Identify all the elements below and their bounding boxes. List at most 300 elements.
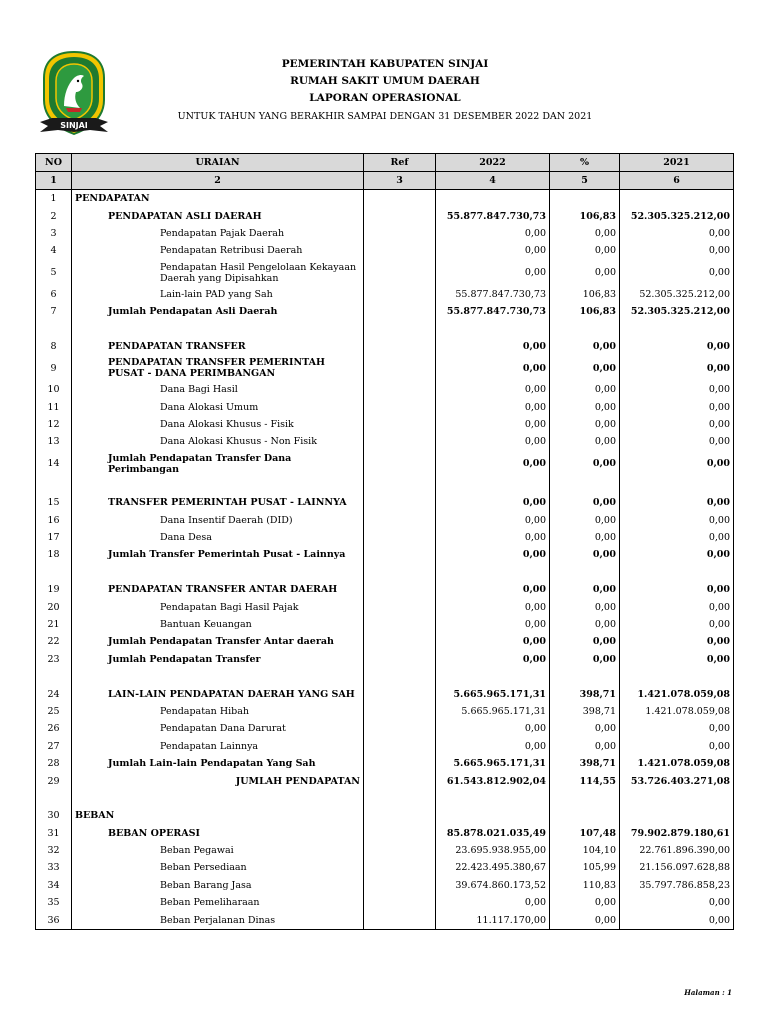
empty-cell: [72, 477, 364, 494]
row-label: Beban Pemeliharaan: [72, 894, 364, 911]
value-2022: 0,00: [436, 225, 550, 242]
row-number: 29: [36, 772, 72, 789]
empty-cell: [436, 790, 550, 807]
row-label: Pendapatan Hasil Pengelolaan Kekayaan Daerah yang Dipisahkan: [72, 260, 364, 286]
value-percent: 107,48: [550, 825, 620, 842]
table-row: [36, 338, 734, 355]
column-number-row: [36, 172, 734, 190]
table-row: [36, 703, 734, 720]
row-number: 22: [36, 633, 72, 650]
empty-cell: [550, 668, 620, 685]
ref-cell: [364, 190, 436, 208]
row-number: 31: [36, 825, 72, 842]
empty-cell: [72, 564, 364, 581]
value-2021: 0,00: [620, 260, 734, 286]
table-row: [36, 772, 734, 789]
ref-cell: [364, 651, 436, 668]
row-label: Dana Insentif Daerah (DID): [72, 511, 364, 528]
value-2021: 0,00: [620, 911, 734, 929]
row-number: 1: [36, 190, 72, 208]
value-2021: 52.305.325.212,00: [620, 207, 734, 224]
ref-cell: [364, 755, 436, 772]
table-row: [36, 225, 734, 242]
header-period: UNTUK TAHUN YANG BERAKHIR SAMPAI DENGAN 31 DESEMBER 2022 DAN 2021: [177, 111, 593, 122]
table-row: [36, 720, 734, 737]
value-2022: 61.543.812.902,04: [436, 772, 550, 789]
table-row: [36, 494, 734, 511]
row-number: 26: [36, 720, 72, 737]
empty-cell: [550, 790, 620, 807]
value-2022: 55.877.847.730,73: [436, 286, 550, 303]
empty-cell: [364, 668, 436, 685]
row-number: 32: [36, 842, 72, 859]
row-label: Pendapatan Hibah: [72, 703, 364, 720]
value-2022: 0,00: [436, 598, 550, 615]
value-2022: 0,00: [436, 381, 550, 398]
value-percent: 0,00: [550, 416, 620, 433]
ref-cell: [364, 616, 436, 633]
ref-cell: [364, 894, 436, 911]
empty-cell: [436, 477, 550, 494]
empty-cell: [72, 790, 364, 807]
ref-cell: [364, 877, 436, 894]
value-2021: 0,00: [620, 225, 734, 242]
empty-cell: [620, 668, 734, 685]
ref-cell: [364, 911, 436, 929]
value-2022: 0,00: [436, 355, 550, 381]
value-2022: 0,00: [436, 546, 550, 563]
row-label: PENDAPATAN TRANSFER ANTAR DAERAH: [72, 581, 364, 598]
row-number: 33: [36, 859, 72, 876]
row-number: 24: [36, 685, 72, 702]
row-label: Beban Pegawai: [72, 842, 364, 859]
value-percent: 106,83: [550, 286, 620, 303]
row-label: TRANSFER PEMERINTAH PUSAT - LAINNYA: [72, 494, 364, 511]
row-label: BEBAN OPERASI: [72, 825, 364, 842]
value-percent: 0,00: [550, 911, 620, 929]
empty-cell: [36, 564, 72, 581]
column-number: 4: [436, 172, 550, 190]
value-2021: 52.305.325.212,00: [620, 303, 734, 320]
table-row: [36, 303, 734, 320]
value-2021: 0,00: [620, 581, 734, 598]
table-row: [36, 842, 734, 859]
column-number: 5: [550, 172, 620, 190]
table-row: [36, 416, 734, 433]
table-header-row: [36, 154, 734, 172]
ref-cell: [364, 260, 436, 286]
row-label: PENDAPATAN: [72, 190, 364, 208]
row-label: Jumlah Pendapatan Transfer Dana Perimbangan: [72, 451, 364, 477]
ref-cell: [364, 842, 436, 859]
table-row: [36, 755, 734, 772]
ref-cell: [364, 720, 436, 737]
value-2021: 35.797.786.858,23: [620, 877, 734, 894]
value-2022: 5.665.965.171,31: [436, 703, 550, 720]
report-header: [150, 56, 620, 127]
ref-cell: [364, 825, 436, 842]
ref-cell: [364, 303, 436, 320]
ref-cell: [364, 451, 436, 477]
ref-cell: [364, 738, 436, 755]
value-2021: [620, 190, 734, 208]
row-number: 19: [36, 581, 72, 598]
value-percent: 0,00: [550, 399, 620, 416]
value-2022: 0,00: [436, 633, 550, 650]
value-2021: 0,00: [620, 416, 734, 433]
value-2021: 0,00: [620, 598, 734, 615]
value-2021: 0,00: [620, 338, 734, 355]
table-row: [36, 399, 734, 416]
value-percent: 398,71: [550, 685, 620, 702]
value-2021: 1.421.078.059,08: [620, 755, 734, 772]
row-number: 7: [36, 303, 72, 320]
value-2021: 0,00: [620, 616, 734, 633]
row-number: 13: [36, 433, 72, 450]
value-percent: 105,99: [550, 859, 620, 876]
ref-cell: [364, 416, 436, 433]
value-percent: 0,00: [550, 894, 620, 911]
table-row: [36, 511, 734, 528]
value-2022: 55.877.847.730,73: [436, 303, 550, 320]
table-row: [36, 738, 734, 755]
value-2021: 52.305.325.212,00: [620, 286, 734, 303]
value-2021: 0,00: [620, 399, 734, 416]
row-number: 34: [36, 877, 72, 894]
value-percent: 0,00: [550, 355, 620, 381]
ref-cell: [364, 242, 436, 259]
table-row: [36, 381, 734, 398]
value-percent: 106,83: [550, 207, 620, 224]
empty-cell: [364, 564, 436, 581]
column-number: 6: [620, 172, 734, 190]
value-2021: 1.421.078.059,08: [620, 685, 734, 702]
empty-cell: [72, 320, 364, 337]
empty-cell: [620, 320, 734, 337]
row-label: Lain-lain PAD yang Sah: [72, 286, 364, 303]
value-2022: 5.665.965.171,31: [436, 755, 550, 772]
ref-cell: [364, 381, 436, 398]
row-number: 18: [36, 546, 72, 563]
row-label: PENDAPATAN TRANSFER: [72, 338, 364, 355]
row-number: 12: [36, 416, 72, 433]
row-label: Pendapatan Lainnya: [72, 738, 364, 755]
value-2021: 0,00: [620, 494, 734, 511]
empty-cell: [72, 668, 364, 685]
empty-cell: [620, 790, 734, 807]
table-row: [36, 598, 734, 615]
empty-cell: [364, 790, 436, 807]
value-percent: [550, 190, 620, 208]
value-2021: 0,00: [620, 355, 734, 381]
header-uraian: URAIAN: [72, 154, 364, 172]
ref-cell: [364, 529, 436, 546]
value-2021: 0,00: [620, 381, 734, 398]
row-number: 21: [36, 616, 72, 633]
row-label: LAIN-LAIN PENDAPATAN DAERAH YANG SAH: [72, 685, 364, 702]
row-number: 36: [36, 911, 72, 929]
table-row: [36, 616, 734, 633]
table-row: [36, 859, 734, 876]
header-ref: Ref: [364, 154, 436, 172]
row-label: Beban Persediaan: [72, 859, 364, 876]
ref-cell: [364, 546, 436, 563]
table-row: [36, 207, 734, 224]
value-2021: 0,00: [620, 511, 734, 528]
row-number: 9: [36, 355, 72, 381]
empty-cell: [36, 320, 72, 337]
row-label: Jumlah Lain-lain Pendapatan Yang Sah: [72, 755, 364, 772]
row-label: Dana Desa: [72, 529, 364, 546]
ref-cell: [364, 399, 436, 416]
value-percent: 114,55: [550, 772, 620, 789]
row-label: Beban Perjalanan Dinas: [72, 911, 364, 929]
value-2022: 0,00: [436, 242, 550, 259]
empty-cell: [36, 668, 72, 685]
value-2021: 0,00: [620, 529, 734, 546]
row-label: JUMLAH PENDAPATAN: [72, 772, 364, 789]
value-percent: 0,00: [550, 381, 620, 398]
row-label: Dana Bagi Hasil: [72, 381, 364, 398]
value-percent: 0,00: [550, 598, 620, 615]
row-label: Jumlah Pendapatan Transfer: [72, 651, 364, 668]
value-percent: 0,00: [550, 651, 620, 668]
value-2021: 0,00: [620, 651, 734, 668]
value-2021: 0,00: [620, 546, 734, 563]
row-label: PENDAPATAN ASLI DAERAH: [72, 207, 364, 224]
row-number: 5: [36, 260, 72, 286]
value-percent: 104,10: [550, 842, 620, 859]
ref-cell: [364, 807, 436, 824]
value-2021: 0,00: [620, 242, 734, 259]
value-percent: 106,83: [550, 303, 620, 320]
value-2022: 23.695.938.955,00: [436, 842, 550, 859]
table-row: [36, 529, 734, 546]
value-2022: 0,00: [436, 451, 550, 477]
header-2021: 2021: [620, 154, 734, 172]
row-number: 23: [36, 651, 72, 668]
value-2022: 0,00: [436, 399, 550, 416]
table-row: [36, 355, 734, 381]
row-number: 10: [36, 381, 72, 398]
value-2021: 21.156.097.628,88: [620, 859, 734, 876]
header-government: PEMERINTAH KABUPATEN SINJAI: [281, 58, 489, 70]
value-2022: 0,00: [436, 433, 550, 450]
value-2021: 0,00: [620, 451, 734, 477]
ref-cell: [364, 772, 436, 789]
value-2022: 0,00: [436, 616, 550, 633]
spacer-row: [36, 320, 734, 337]
table-row: [36, 825, 734, 842]
empty-cell: [364, 320, 436, 337]
row-number: 4: [36, 242, 72, 259]
value-2021: 0,00: [620, 738, 734, 755]
value-2022: 0,00: [436, 338, 550, 355]
empty-cell: [620, 564, 734, 581]
value-2022: 5.665.965.171,31: [436, 685, 550, 702]
value-2022: 0,00: [436, 651, 550, 668]
value-percent: 0,00: [550, 616, 620, 633]
value-percent: 0,00: [550, 546, 620, 563]
ref-cell: [364, 685, 436, 702]
value-percent: 0,00: [550, 494, 620, 511]
row-label: Bantuan Keuangan: [72, 616, 364, 633]
value-percent: 0,00: [550, 433, 620, 450]
value-percent: 0,00: [550, 581, 620, 598]
value-2021: 0,00: [620, 633, 734, 650]
empty-cell: [436, 320, 550, 337]
value-2022: 22.423.495.380,67: [436, 859, 550, 876]
empty-cell: [550, 477, 620, 494]
value-2022: 0,00: [436, 894, 550, 911]
ref-cell: [364, 511, 436, 528]
row-label: Dana Alokasi Khusus - Fisik: [72, 416, 364, 433]
header-no: NO: [36, 154, 72, 172]
value-2022: 39.674.860.173,52: [436, 877, 550, 894]
table-row: [36, 651, 734, 668]
value-2021: 0,00: [620, 894, 734, 911]
ref-cell: [364, 225, 436, 242]
row-number: 6: [36, 286, 72, 303]
row-number: 25: [36, 703, 72, 720]
table-body: [36, 190, 734, 930]
value-2022: 11.117.170,00: [436, 911, 550, 929]
table-row: [36, 433, 734, 450]
ref-cell: [364, 598, 436, 615]
column-number: 2: [72, 172, 364, 190]
empty-cell: [436, 668, 550, 685]
value-2022: 0,00: [436, 720, 550, 737]
value-percent: 0,00: [550, 720, 620, 737]
empty-cell: [620, 477, 734, 494]
table-row: [36, 190, 734, 208]
value-2022: 85.878.021.035,49: [436, 825, 550, 842]
value-percent: 0,00: [550, 511, 620, 528]
value-percent: 0,00: [550, 242, 620, 259]
value-2021: 0,00: [620, 720, 734, 737]
ref-cell: [364, 355, 436, 381]
row-number: 8: [36, 338, 72, 355]
value-2022: 0,00: [436, 581, 550, 598]
ref-cell: [364, 338, 436, 355]
value-percent: 0,00: [550, 529, 620, 546]
row-number: 20: [36, 598, 72, 615]
sinjai-regency-logo: [34, 48, 114, 138]
row-number: 35: [36, 894, 72, 911]
row-number: 3: [36, 225, 72, 242]
row-label: Dana Alokasi Khusus - Non Fisik: [72, 433, 364, 450]
row-label: Pendapatan Pajak Daerah: [72, 225, 364, 242]
row-label: PENDAPATAN TRANSFER PEMERINTAH PUSAT - DANA PERIMBANGAN: [72, 355, 364, 381]
value-percent: 0,00: [550, 260, 620, 286]
ref-cell: [364, 433, 436, 450]
table-row: [36, 911, 734, 929]
ref-cell: [364, 703, 436, 720]
row-number: 14: [36, 451, 72, 477]
page-number: Halaman : 1: [684, 988, 732, 997]
row-number: 15: [36, 494, 72, 511]
row-label: Pendapatan Retribusi Daerah: [72, 242, 364, 259]
table-row: [36, 807, 734, 824]
row-label: Pendapatan Bagi Hasil Pajak: [72, 598, 364, 615]
ref-cell: [364, 494, 436, 511]
ref-cell: [364, 633, 436, 650]
table-row: [36, 260, 734, 286]
value-2022: [436, 190, 550, 208]
spacer-row: [36, 564, 734, 581]
value-percent: 398,71: [550, 703, 620, 720]
value-percent: 0,00: [550, 225, 620, 242]
row-number: 27: [36, 738, 72, 755]
row-label: Pendapatan Dana Darurat: [72, 720, 364, 737]
value-2022: 0,00: [436, 494, 550, 511]
value-percent: 398,71: [550, 755, 620, 772]
value-2021: 0,00: [620, 433, 734, 450]
table-row: [36, 546, 734, 563]
row-number: 16: [36, 511, 72, 528]
column-number: 3: [364, 172, 436, 190]
value-2022: 55.877.847.730,73: [436, 207, 550, 224]
operational-report-table: [35, 153, 734, 930]
header-percent: %: [550, 154, 620, 172]
ref-cell: [364, 859, 436, 876]
row-label: Jumlah Pendapatan Transfer Antar daerah: [72, 633, 364, 650]
value-2022: [436, 807, 550, 824]
table-row: [36, 581, 734, 598]
table-row: [36, 877, 734, 894]
value-2022: 0,00: [436, 511, 550, 528]
value-2022: 0,00: [436, 529, 550, 546]
value-2021: [620, 807, 734, 824]
value-percent: 0,00: [550, 633, 620, 650]
svg-text:SINJAI: SINJAI: [60, 121, 88, 130]
value-2021: 1.421.078.059,08: [620, 703, 734, 720]
table-row: [36, 633, 734, 650]
row-label: Jumlah Transfer Pemerintah Pusat - Lainnya: [72, 546, 364, 563]
header-report-title: LAPORAN OPERASIONAL: [309, 92, 461, 104]
empty-cell: [364, 477, 436, 494]
value-2022: 0,00: [436, 260, 550, 286]
row-number: 2: [36, 207, 72, 224]
value-2021: 53.726.403.271,08: [620, 772, 734, 789]
row-label: Jumlah Pendapatan Asli Daerah: [72, 303, 364, 320]
row-label: BEBAN: [72, 807, 364, 824]
table-row: [36, 242, 734, 259]
value-percent: 0,00: [550, 338, 620, 355]
value-percent: 0,00: [550, 738, 620, 755]
ref-cell: [364, 207, 436, 224]
ref-cell: [364, 286, 436, 303]
row-number: 11: [36, 399, 72, 416]
column-number: 1: [36, 172, 72, 190]
empty-cell: [436, 564, 550, 581]
row-label: Dana Alokasi Umum: [72, 399, 364, 416]
spacer-row: [36, 477, 734, 494]
value-percent: [550, 807, 620, 824]
empty-cell: [550, 320, 620, 337]
spacer-row: [36, 668, 734, 685]
ref-cell: [364, 581, 436, 598]
row-number: 17: [36, 529, 72, 546]
value-percent: 0,00: [550, 451, 620, 477]
table-row: [36, 286, 734, 303]
table-row: [36, 451, 734, 477]
value-2022: 0,00: [436, 738, 550, 755]
value-percent: 110,83: [550, 877, 620, 894]
header-hospital: RUMAH SAKIT UMUM DAERAH: [290, 75, 480, 87]
empty-cell: [36, 790, 72, 807]
row-number: 28: [36, 755, 72, 772]
